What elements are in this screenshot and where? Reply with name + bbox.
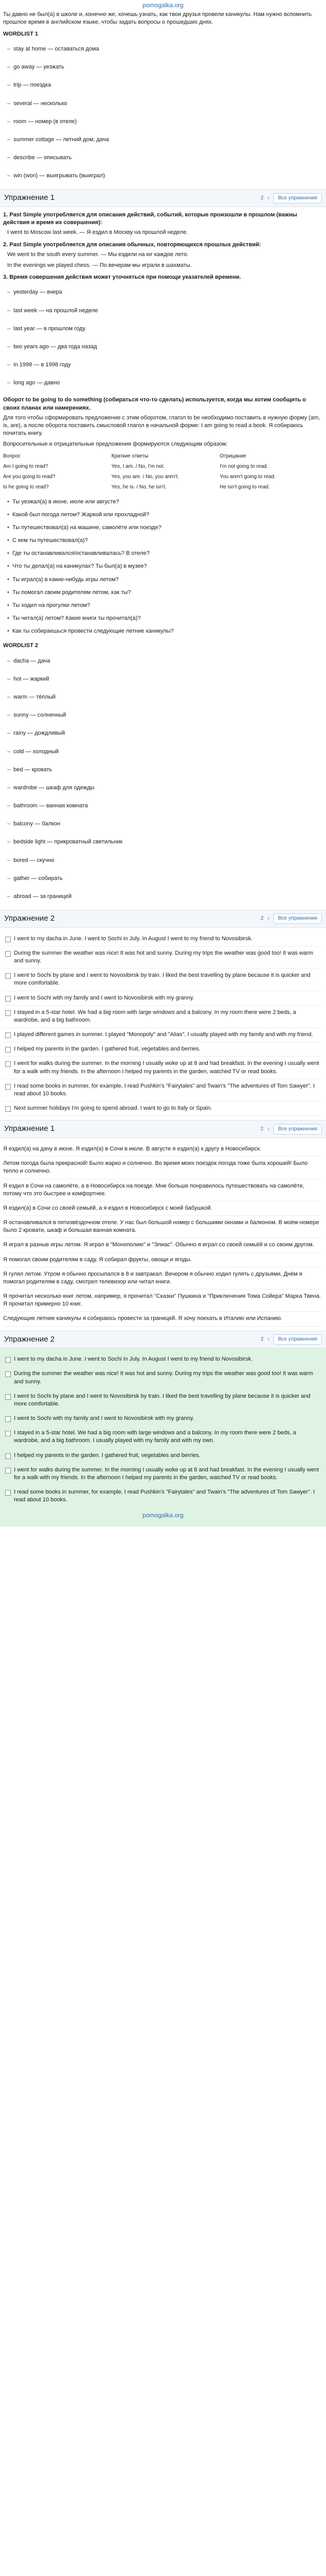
checkbox[interactable] [5,1490,11,1496]
all-exercises-button[interactable]: Все упражнения [273,913,322,924]
answer-item-text: I read some books in summer, for example, I read Pushkin's "Fairytales" and Twain's "The adventures of Tom Sawyer". I read about 10 books. [14,1489,315,1503]
site-link-bottom[interactable]: pomogalka.org [142,1511,184,1519]
word-item-text: wardrobe — шкаф для одежды [13,784,95,791]
answer-item-text: I went to Sochi by plane and I went to Novosibirsk by train. I liked the best travelling by plane because it is quicker and more comfortable. [14,1393,311,1407]
word-item-text: dacha — дача [13,657,51,664]
going-to-text-1: Для того чтобы сформировать предложение с этим оборотом, глагол to be необходимо поставить в нужную форму (am, is, are), а после оборота поставить смысловой глагол в начальной форме: I am going to read a book. Я собираюсь почитать книгу. [3,414,320,437]
rule-1-example: I went to Moscow last week. — Я ездил в Москву на прошлой неделе. [7,229,188,236]
chevron-right-icon[interactable]: › [267,1126,270,1132]
all-exercises-button[interactable]: Все упражнения [273,193,322,204]
intro-text: Ты давно не был(а) в школе и, конечно же, хочешь узнать, как твои друзья провели каникулы. Нам нужно вспомнить прошлое время в английском языке, чтобы задать вопросы о прошедших днях. [3,11,312,25]
exercise-1-title: Упражнение 1 [4,193,55,202]
word-item-text: cold — холодный [13,748,59,755]
answer-item-text: During the summer the weather was nice! It was hot and sunny. During my trips the weather was good too! It was warm and sunny. [14,950,314,964]
word-item-text: describe — описывать [13,155,72,161]
col-short-header: Краткие ответы [111,453,149,460]
translation-item-text: Я ездил(а) в Сочи со своей семьёй, а я ездил в Новосибирск с моей бабушкой. [3,1205,213,1211]
word-item [7,833,323,851]
answer-item-text: I went to Sochi by plane and I went to Novosibirsk by train. I liked the best travelling by plane because it is quicker and more comfortable. [14,972,311,987]
word-item [7,706,323,724]
question-item-text: Ты уезжал(а) в июне, июле или августе? [12,498,119,505]
checkbox[interactable] [5,1453,11,1459]
word-item [7,743,323,761]
exercise-3-number[interactable]: 2 [260,1126,264,1132]
negative-2: You aren't going to read. [220,473,276,480]
word-item-text: hot — жаркий [13,675,50,682]
answer-item [3,1352,323,1367]
question-item [7,573,323,586]
answer-item [3,1079,323,1101]
exercise-1-bar [0,189,326,207]
answer-item-text: I read some books in summer, for example, I read Pushkin's "Fairytales" and Twain's "The adventures of Tom Sawyer". I read about 10 books. [14,1082,315,1097]
question-item-text: Ты путешествовал(а) на машине, самолёте или поезде? [12,524,161,531]
wordlist-1-title: WORDLIST 1 [3,30,38,37]
translation-item [3,1267,323,1290]
translation-item-text: Летом погода была прекрасной! Было жарко и солнечно. Во время моих поездок погода тоже была хорошей! Было тепло и солнечно. [3,1160,308,1175]
answer-item [3,946,323,969]
time-word-item [7,356,323,374]
question-item-text: Ты читал(а) летом? Какие книги ты прочитал(а)? [12,615,141,622]
word-item-text: sunny — солнечный [13,712,67,719]
exercise-4-number[interactable]: 2 [260,1336,264,1343]
question-item-text: Ты помогал своим родителям летом, как ты? [12,589,131,596]
word-item-text: balcony — балкон [13,821,60,827]
answer-item [3,1057,323,1079]
checkbox[interactable] [5,1106,11,1112]
question-3: Is he going to read? [3,484,49,490]
translation-item-text: Я прочитал несколько книг летом, например, я прочитал "Сказки" Пушкина и "Приключения Тома Сойера" Марка Твена. Я прочитал примерно 10 книг. [3,1293,321,1308]
all-exercises-button[interactable]: Все упражнения [273,1124,322,1134]
exercise-4-section [0,1331,326,1527]
answer-item-text: I went to Sochi with my family and I went to Novosibirsk with my granny. [14,994,194,1001]
question-1: Am I going to read? [3,464,48,470]
word-item [7,815,323,833]
checkbox[interactable] [5,1010,11,1016]
site-link[interactable]: pomogalka.org [142,2,184,9]
exercise-1-number[interactable]: 2 [260,195,264,201]
word-item-text: bathroom — ванная комната [13,803,88,809]
word-item-text: win (won) — выигрывать (выиграл) [13,173,105,179]
going-to-table [3,451,323,492]
answer-item [3,969,323,991]
answer-item-text: Next summer holidays I'm going to spend abroad. I want to go to Italy or Spain. [14,1105,213,1112]
time-word-item-text: last week — на прошлой неделе [13,307,98,314]
answer-item-text: I went for walks during the summer. In the morning I usually woke up at 8 and had breakfast. In the evening I usually went for a walk with my friends. In the afternoon I helped my parents in the garden, watched TV or read books. [14,1060,319,1075]
word-item [7,888,323,906]
exercise-4-bar [0,1331,326,1349]
going-to-text-2: Вопросительные и отрицательные предложения формируются следующим образом: [3,441,228,448]
time-word-item-text: in 1998 — в 1998 году [13,362,71,368]
translation-item-text: Следующие летние каникулы я собираюсь провести за границей. Я хочу поехать в Италию или Испанию. [3,1315,283,1322]
translation-item [3,1312,323,1326]
time-word-item [7,374,323,392]
chevron-right-icon[interactable]: › [267,195,270,201]
questions-list [3,496,323,638]
checkbox[interactable] [5,1394,11,1400]
translation-list [3,1142,323,1327]
translation-item-text: Я играл в разные игры летом. Я играл в "Монополию" и "Элиас". Обычно я играл со своей семьёй и со своим другом. [3,1242,314,1248]
word-item [7,167,323,185]
translation-item [3,1290,323,1312]
translation-item-text: Я ездил(а) на дачу в июне. Я ездил(а) в Сочи в июле. В августе я ездил(а) к другу в Новосибирск. [3,1146,262,1152]
time-word-item-text: last year — в прошлом году [13,325,86,332]
answer-item [3,1485,323,1507]
word-item [7,149,323,167]
question-item [7,625,323,638]
word-item [7,131,323,149]
word-item [7,797,323,815]
word-item [7,852,323,870]
word-item-text: bored — скучно [13,857,55,863]
word-item [7,779,323,797]
word-item [7,688,323,706]
translation-item-text: Я останавливался в пятизвёздочном отеле. У нас был большой номер с большими окнами и балконом. В моём номере было 2 кровати, шкаф и большая ванная комната. [3,1219,319,1234]
translation-item-text: Я гулял летом. Утром я обычно просыпался в 8 и завтракал. Вечером я обычно ходил гулять с друзьями. Днём я помогал родителям в саду, смотрел телевизор или читал книги. [3,1270,302,1285]
checkbox[interactable] [5,1431,11,1436]
translation-item [3,1179,323,1201]
negative-1: I'm not going to read. [220,464,268,470]
answer-item [3,1367,323,1389]
answer-item-text: I went for walks during the summer. In the morning I usually woke up at 8 and had breakfast. In the evening I usually went for a walk with my friends. In the afternoon I helped my parents in the garden, watched TV or read books. [14,1466,319,1481]
checkbox[interactable] [5,937,11,942]
checkbox[interactable] [5,1371,11,1377]
answer-1: Yes, I am. / No, I'm not. [111,464,165,470]
answer-2: Yes, you are. / No, you aren't. [111,473,180,480]
checkbox[interactable] [5,1032,11,1038]
translation-item-text: Я ездил в Сочи на самолёте, а в Новосибирск на поезде. Мне больше понравилось путешествовать на самолёте, потому что это быстрее и комфортнее. [3,1182,304,1197]
word-item [7,724,323,742]
rule-3: 3. Время совершения действия может уточняться при помощи указателей времени. [3,274,241,281]
question-item-text: Где ты останавливался/останавливалась? В отеле? [12,550,150,557]
negative-3: He isn't going to read. [220,484,270,490]
rule-2-example-2: In the evenings we played chess. — По вечерам мы играли в шахматы. [7,262,192,268]
rule-1: 1. Past Simple употребляется для описания действий, событий, которые произошли в прошлом (важны действия и время их совершения): [3,212,298,226]
checkbox[interactable] [5,996,11,1002]
answer-item [3,1463,323,1485]
checkbox[interactable] [5,1468,11,1473]
wordlist-1-list [3,40,323,185]
answer-item-text: I went to Sochi with my family and I went to Novosibirsk with my granny. [14,1415,194,1422]
answer-3: Yes, he is. / No, he isn't. [111,484,167,490]
translation-item [3,1157,323,1179]
question-item [7,521,323,534]
question-item [7,496,323,509]
translation-item [3,1253,323,1267]
word-item-text: summer cottage — летний дом; дача [13,136,109,143]
translation-item-text: Я помогал своим родителям в саду. Я собирал фрукты, овощи и ягоды. [3,1256,192,1263]
word-item [7,40,323,58]
time-word-item [7,338,323,356]
checkbox[interactable] [5,1084,11,1090]
word-item [7,95,323,113]
answer-item-text: I helped my parents in the garden. I gathered fruit, vegetables and berries. [14,1452,201,1459]
translation-item [3,1238,323,1252]
exercise-3-bar [0,1120,326,1138]
word-item-text: bedside light — прикроватный светильник [13,839,123,845]
time-word-item-text: two years ago — два года назад [13,343,97,350]
word-item [7,113,323,131]
col-negative-header: Отрицание [220,453,247,460]
rule-2-example-1: We went to the south every summer. — Мы ездили на юг каждое лето. [7,251,189,258]
question-item-text: Как ты собираешься провести следующие летние каникулы? [12,628,174,635]
checkbox[interactable] [5,951,11,957]
question-item-text: Ты ходил на прогулки летом? [12,602,90,608]
going-to-block [3,396,323,492]
answer-item [3,1101,323,1116]
exercise-4-title: Упражнение 2 [4,1334,55,1344]
col-question-header: Вопрос [3,453,21,460]
word-item-text: trip — поездка [13,82,51,89]
question-item [7,560,323,573]
question-item-text: Ты играл(а) в какие-нибудь игры летом? [12,576,119,583]
word-item-text: rainy — дождливый [13,730,65,737]
question-item [7,547,323,560]
question-item-text: С кем ты путешествовал(а)? [12,537,88,544]
answer-item [3,1412,323,1426]
word-item-text: room — номер (в отеле) [13,118,77,125]
exercise-3-title: Упражнение 1 [4,1124,55,1133]
word-item [7,670,323,688]
translation-item [3,1216,323,1238]
answer-item-text: I stayed in a 5-star hotel. We had a big room with large windows and a balcony. In my room there were 2 beds, a wardrobe, and a big bathroom. I usually played with my family and with my own. [14,1430,296,1444]
exercise-2-bar [0,910,326,928]
word-item-text: go away — уезжать [13,64,64,71]
answer-item [3,1426,323,1448]
answer-item-text: I stayed in a 5-star hotel. We had a big room with large windows and a balcony. In my room there were 2 beds, a wardrobe, and a big bathroom. [14,1009,296,1023]
answer-item-text: I helped my parents in the garden. I gathered fruit, vegetables and berries. [14,1046,201,1053]
time-word-item [7,302,323,320]
question-item [7,586,323,599]
word-item-text: gather — собирать [13,875,63,882]
all-exercises-button[interactable]: Все упражнения [273,1334,322,1345]
exercise-2-number[interactable]: 2 [260,916,264,922]
question-2: Are you going to read? [3,473,56,480]
question-item [7,612,323,625]
word-item-text: bed — кровать [13,766,53,773]
answer-item [3,1042,323,1057]
word-item [7,870,323,888]
checkbox[interactable] [5,1047,11,1053]
translation-item [3,1142,323,1157]
word-item-text: warm — тёплый [13,693,56,700]
checkbox[interactable] [5,973,11,979]
wordlist-2-title: WORDLIST 2 [3,642,38,649]
time-word-item-text: long ago — давно [13,380,60,386]
word-item-text: several — несколько [13,100,68,107]
word-item-text: abroad — за границей [13,893,72,900]
answer-item [3,991,323,1006]
wordlist-2-list [3,652,323,906]
word-item-text: stay at home — оставаться дома [13,46,99,53]
answer-item-text: I went to my dacha in June. I went to Sochi in July. In August I went to my friend to Novosibirsk. [14,935,253,942]
checkbox[interactable] [5,1357,11,1363]
answers-list-b [3,1352,323,1507]
going-to-heading: Оборот to be going to do something (собираться что-то сделать) используется, когда мы хотим сообщить о своих планах или намерениях. [3,397,306,411]
question-item [7,599,323,612]
checkbox[interactable] [5,1416,11,1422]
answer-item-text: I went to my dacha in June. I went to Sochi in July. In August I went to my friend to Novosibirsk. [14,1356,253,1363]
time-words-list [3,283,323,392]
rules-block [3,211,323,392]
answers-list-a [3,932,323,1116]
chevron-right-icon[interactable]: › [267,916,270,922]
answer-item [3,1028,323,1042]
word-item [7,76,323,94]
rule-2: 2. Past Simple употребляется для описания обычных, повторяющихся прошлых действий: [3,241,261,248]
word-item [7,761,323,779]
time-word-item [7,283,323,301]
answer-item [3,1389,323,1412]
word-item [7,58,323,76]
translation-item [3,1201,323,1216]
time-word-item [7,320,323,338]
question-item [7,534,323,547]
time-word-item-text: yesterday — вчера [13,289,62,296]
wordlist-2 [3,642,323,906]
question-item-text: Что ты делал(а) на каникулах? Ты был(а) в музее? [12,563,147,570]
exercise-2-title: Упражнение 2 [4,914,55,923]
answer-item [3,1006,323,1028]
checkbox[interactable] [5,1061,11,1067]
answer-item [3,1449,323,1463]
answer-item-text: I played different games in summer. I played "Monopoly" and "Alias". I usually played with my family and with my friend. [14,1031,313,1038]
question-item-text: Какой был погода летом? Жаркой или прохладной? [12,511,150,518]
answer-item-text: During the summer the weather was nice! It was hot and sunny. During my trips the weather was good too! It was warm and sunny. [14,1370,314,1385]
word-item [7,652,323,670]
answer-item [3,932,323,946]
wordlist-1 [3,30,323,185]
question-item [7,509,323,521]
chevron-right-icon[interactable]: › [267,1336,270,1343]
